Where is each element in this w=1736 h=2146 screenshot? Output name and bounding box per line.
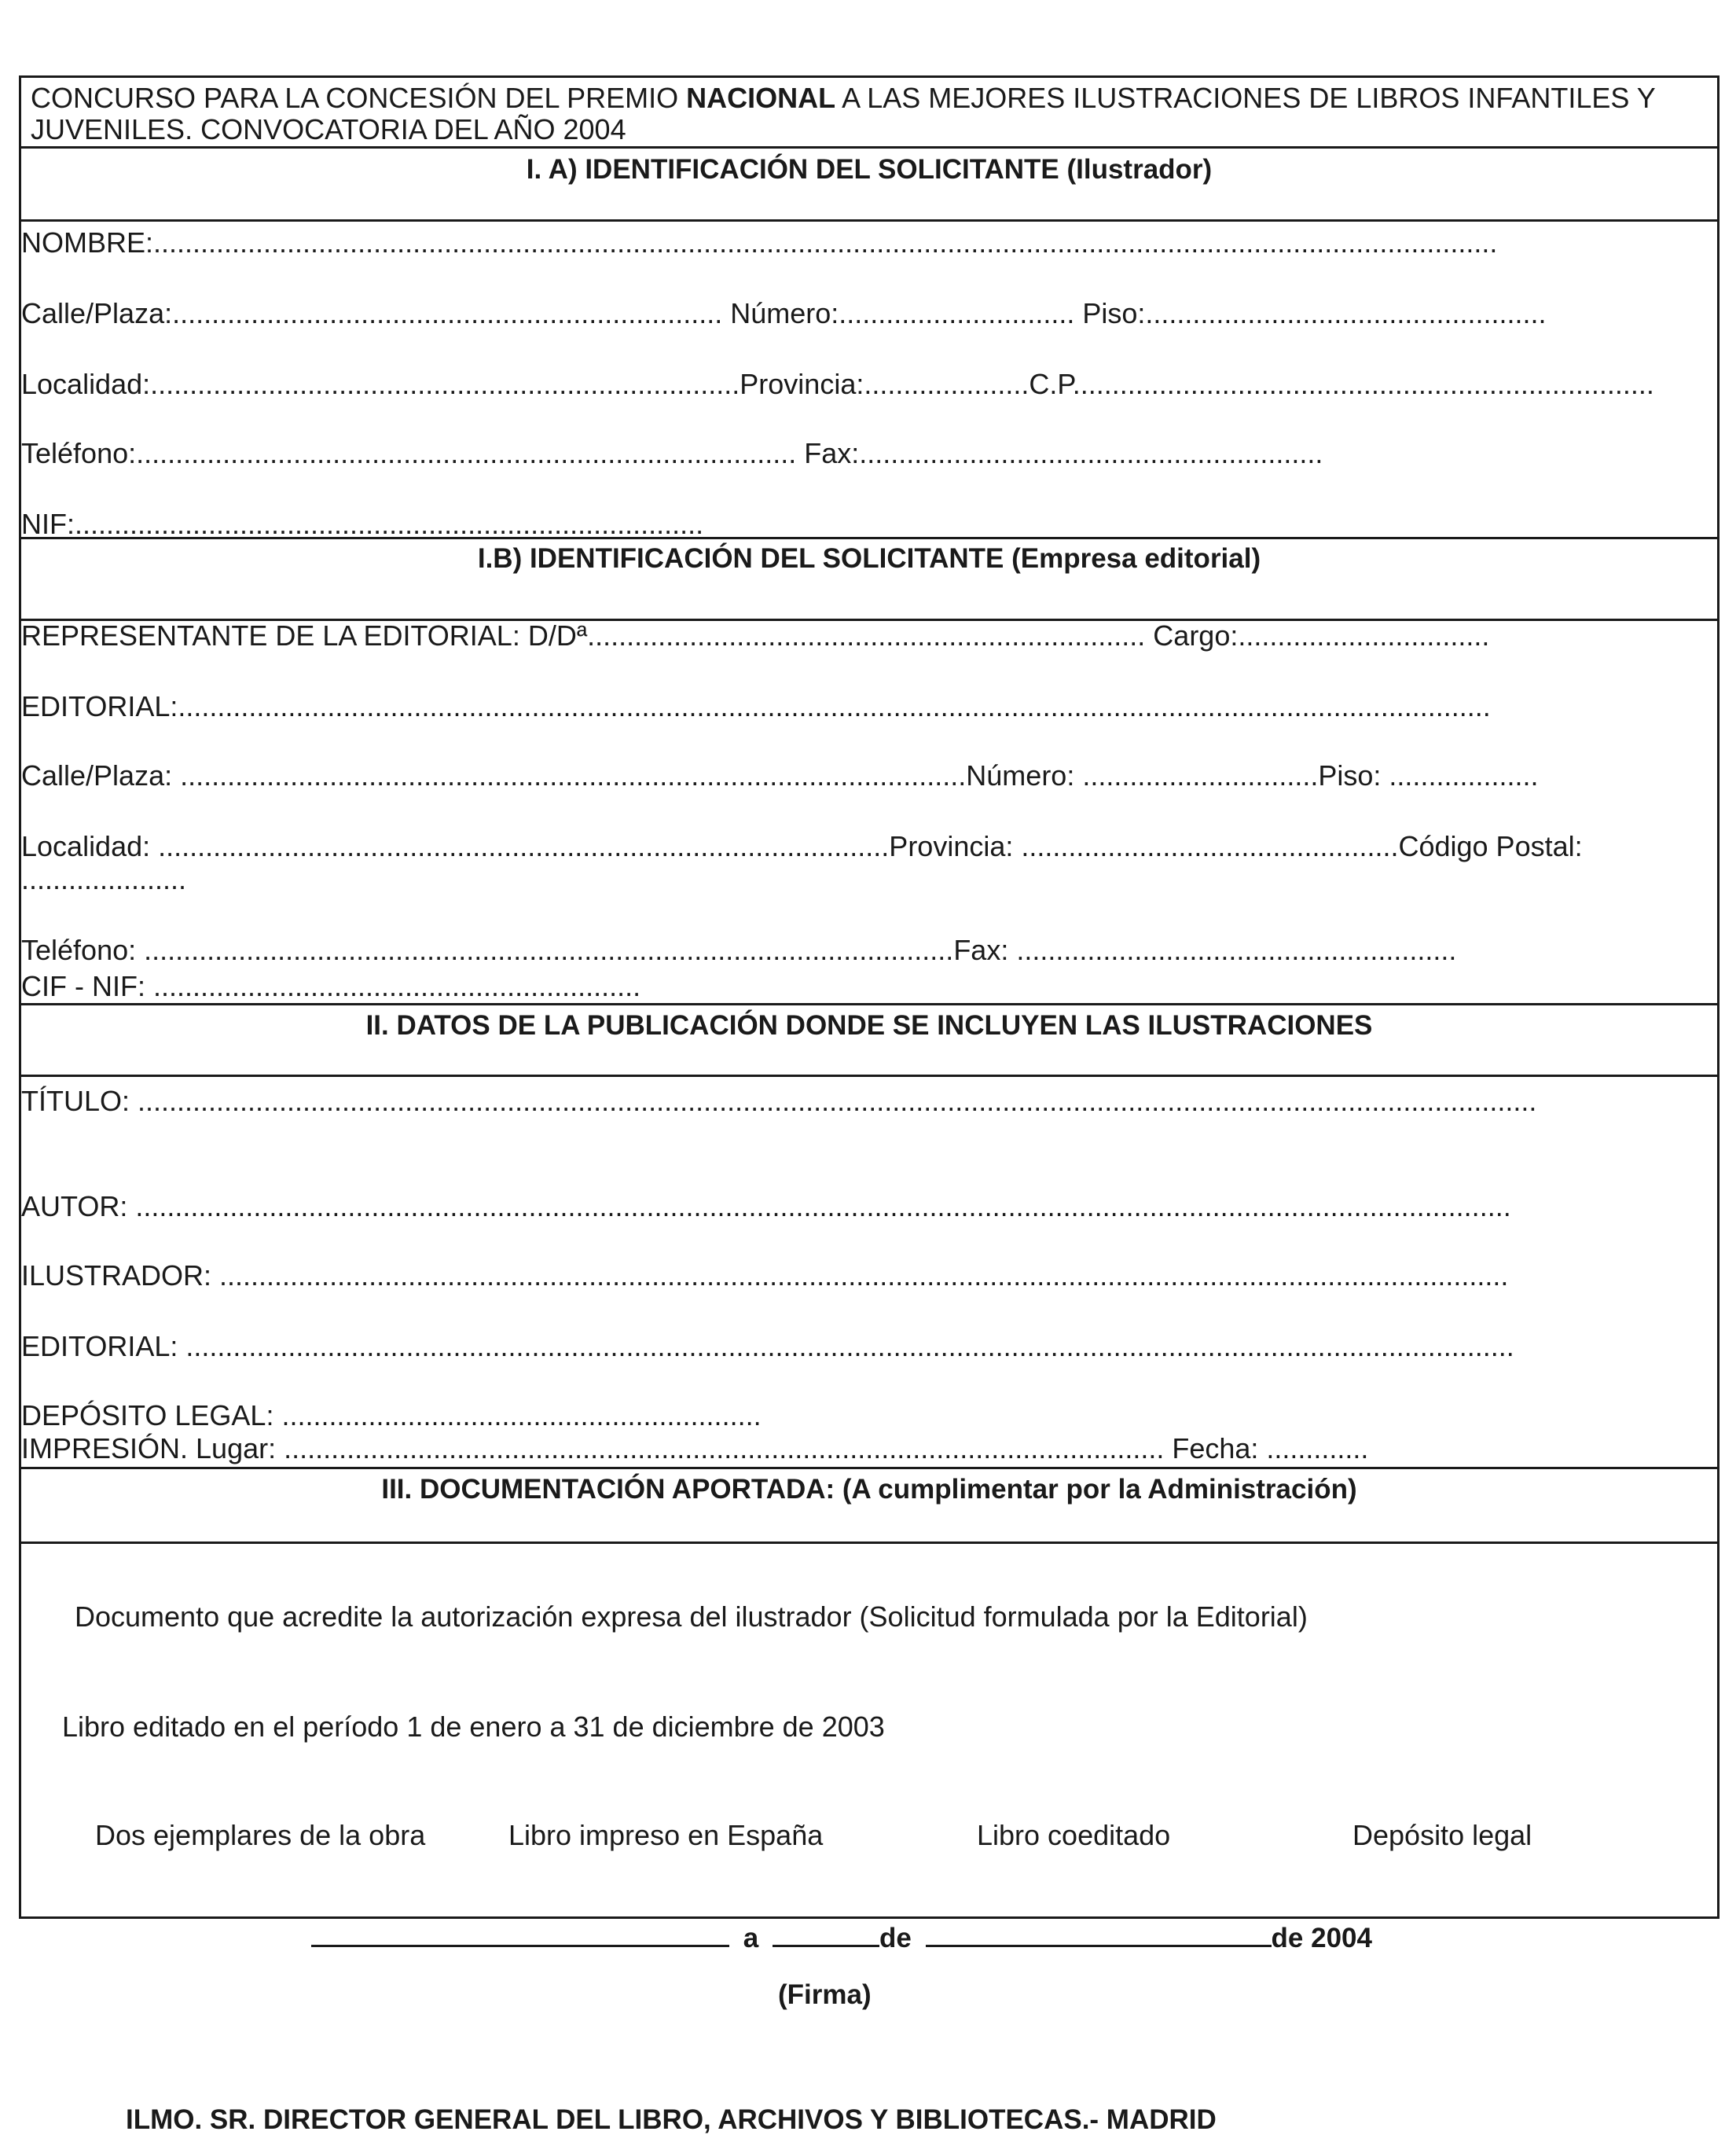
- firma-label: (Firma): [778, 1979, 872, 2010]
- localidad-field[interactable]: Localidad:...........................................................................Provincia:.....................C.P..........................................................................: [21, 368, 1654, 400]
- label-a: a: [743, 1923, 759, 1953]
- editorial-calle-field[interactable]: Calle/Plaza: ....................................................................................................Número: ..............................Piso: ...................: [21, 759, 1539, 792]
- doc-autorizacion-item: Documento que acredite la autorización expresa del ilustrador (Solicitud formulada por la Editorial): [75, 1600, 1308, 1633]
- section-1a-heading: I. A) IDENTIFICACIÓN DEL SOLICITANTE (Ilustrador): [526, 154, 1213, 185]
- autor-field[interactable]: AUTOR: ...............................................................................................................................................................................: [21, 1190, 1511, 1222]
- publicacion-editorial-field[interactable]: EDITORIAL: .........................................................................................................................................................................: [21, 1330, 1514, 1362]
- ilustrador-field[interactable]: ILUSTRADOR: ....................................................................................................................................................................: [21, 1259, 1509, 1292]
- calle-plaza-field[interactable]: Calle/Plaza:...................................................................... Número:.............................. Piso:...................................................: [21, 297, 1547, 329]
- representante-field[interactable]: REPRESENTANTE DE LA EDITORIAL: D/Dª....................................................................... Cargo:................................: [21, 619, 1490, 652]
- editorial-localidad-field[interactable]: Localidad: .............................................................................................Provincia: ................................................Código Postal:: [21, 830, 1583, 862]
- divider: [21, 1075, 1717, 1077]
- impresion-field[interactable]: IMPRESIÓN. Lugar: ................................................................................................................ Fecha: .............: [21, 1432, 1369, 1464]
- deposito-legal-field[interactable]: DEPÓSITO LEGAL: .............................................................: [21, 1399, 762, 1431]
- label-de: de: [879, 1923, 912, 1953]
- section-2-heading: II. DATOS DE LA PUBLICACIÓN DONDE SE INCLUYEN LAS ILUSTRACIONES: [365, 1010, 1373, 1041]
- libro-editado-item: Libro editado en el período 1 de enero a 31 de diciembre de 2003: [62, 1711, 885, 1743]
- divider: [21, 219, 1717, 222]
- libro-espana-item: Libro impreso en España: [508, 1819, 824, 1851]
- divider: [21, 1542, 1717, 1544]
- form-title-post: A LAS MEJORES ILUSTRACIONES DE LIBROS INFANTILES Y: [835, 82, 1656, 114]
- nombre-field[interactable]: NOMBRE:...........................................................................................................................................................................: [21, 226, 1498, 259]
- form-title-line-2: JUVENILES. CONVOCATORIA DEL AÑO 2004: [31, 113, 626, 145]
- form-title-bold: NACIONAL: [686, 82, 836, 114]
- libro-coeditado-item: Libro coeditado: [977, 1819, 1171, 1851]
- signature-date-line: [311, 1921, 1372, 1954]
- divider: [21, 146, 1717, 149]
- titulo-field[interactable]: TÍTULO: ..................................................................................................................................................................................: [21, 1085, 1537, 1117]
- divider: [21, 537, 1717, 539]
- dos-ejemplares-item: Dos ejemplares de la obra: [95, 1819, 426, 1851]
- nif-field[interactable]: NIF:................................................................................: [21, 508, 704, 540]
- section-3-heading: III. DOCUMENTACIÓN APORTADA: (A cumplimentar por la Administración): [381, 1474, 1357, 1505]
- place-blank[interactable]: [311, 1921, 729, 1947]
- section-1b-heading: I.B) IDENTIFICACIÓN DEL SOLICITANTE (Empresa editorial): [477, 543, 1261, 574]
- label-de-year: de 2004: [1271, 1923, 1372, 1953]
- month-blank[interactable]: [926, 1921, 1272, 1947]
- form-title-pre: CONCURSO PARA LA CONCESIÓN DEL PREMIO: [31, 82, 687, 114]
- divider: [21, 1003, 1717, 1005]
- telefono-field[interactable]: Teléfono:.................................................................................... Fax:...........................................................: [21, 437, 1323, 469]
- form-title-line-1: [31, 83, 1656, 114]
- divider: [21, 1467, 1717, 1469]
- editorial-telefono-field[interactable]: Teléfono: .......................................................................................................Fax: ........................................................: [21, 934, 1457, 966]
- cif-nif-field[interactable]: CIF - NIF: ..............................................................: [21, 970, 641, 1002]
- editorial-name-field[interactable]: EDITORIAL:.......................................................................................................................................................................: [21, 690, 1491, 722]
- codigo-postal-field[interactable]: .....................: [21, 863, 187, 895]
- form-frame: [19, 75, 1719, 1919]
- day-blank[interactable]: [773, 1921, 879, 1947]
- addressee: ILMO. SR. DIRECTOR GENERAL DEL LIBRO, ARCHIVOS Y BIBLIOTECAS.- MADRID: [126, 2104, 1217, 2135]
- deposito-legal-item: Depósito legal: [1352, 1819, 1532, 1851]
